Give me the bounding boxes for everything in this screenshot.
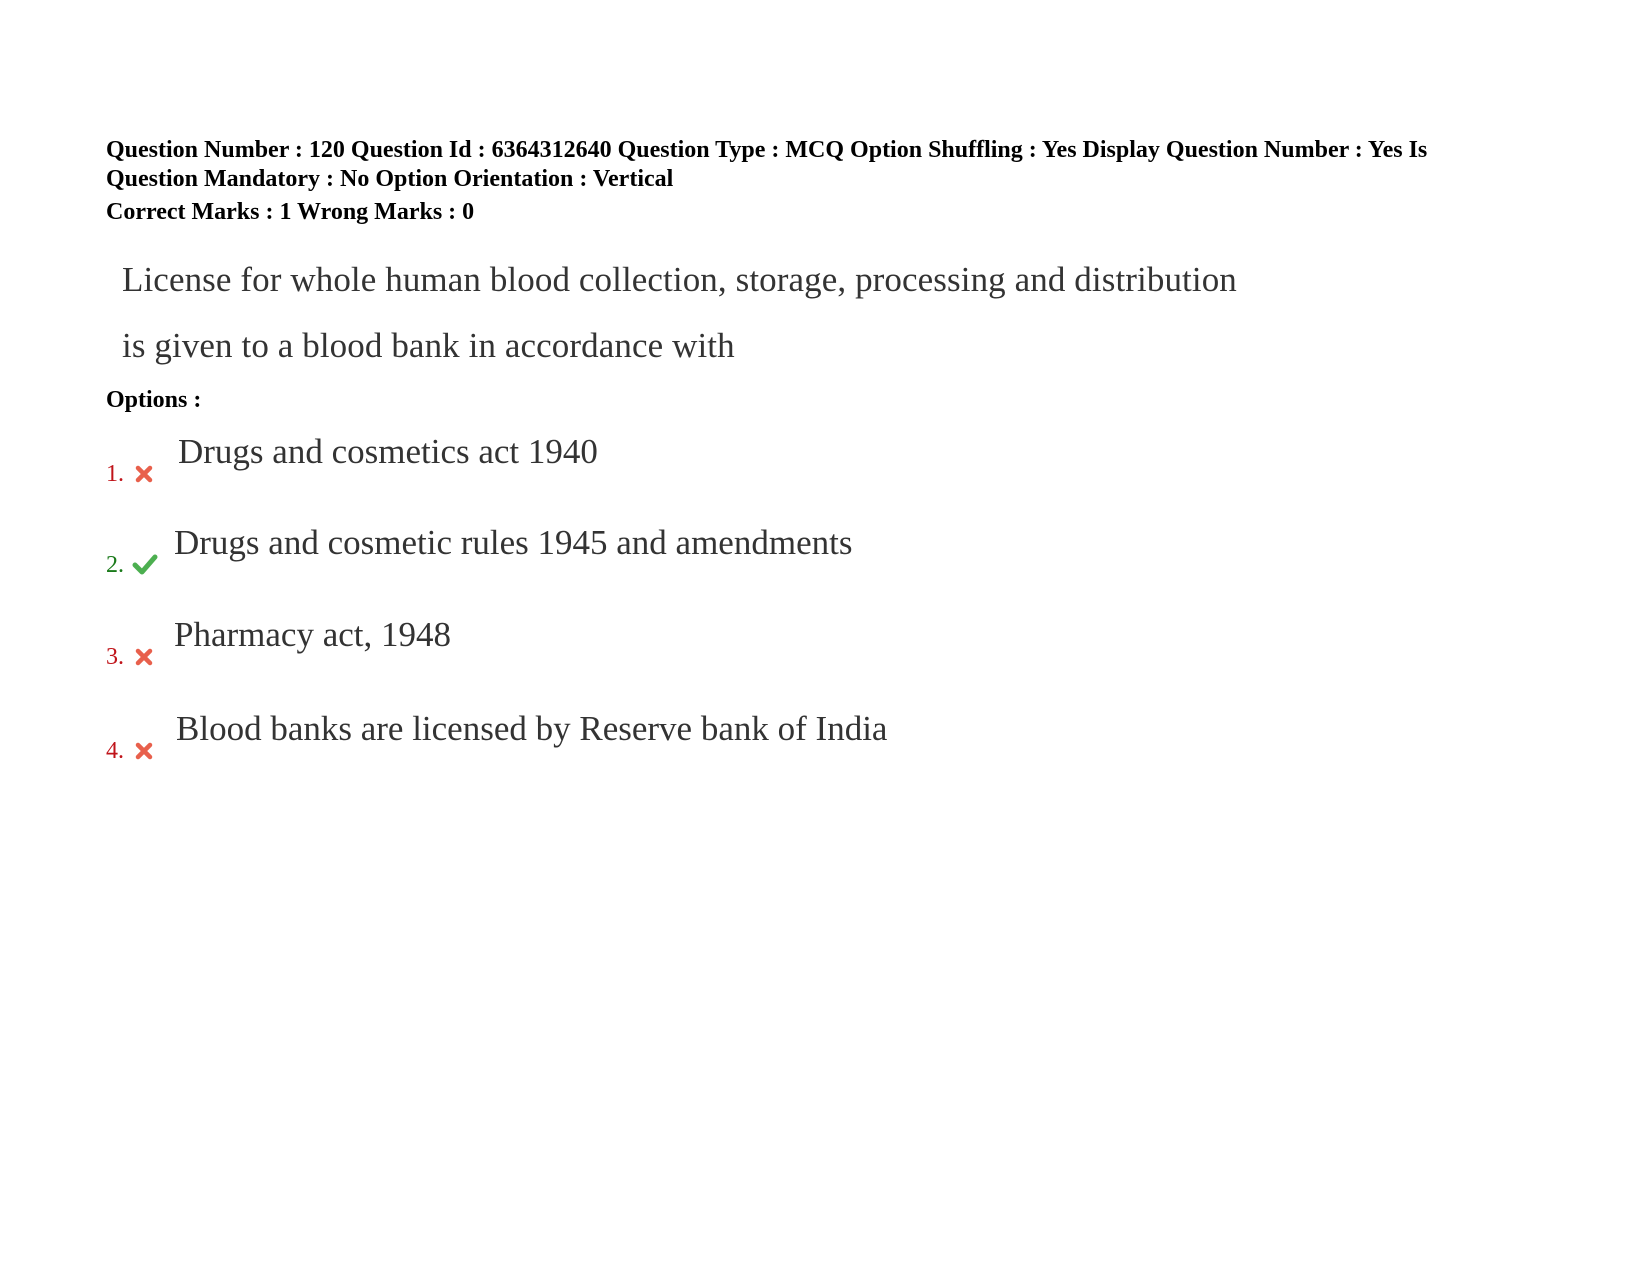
marks-line: Correct Marks : 1 Wrong Marks : 0 <box>106 199 475 225</box>
meta-line-2: Question Mandatory : No Option Orientation : Vertical <box>106 166 674 192</box>
question-line-2: is given to a blood bank in accordance with <box>122 326 735 365</box>
check-icon <box>132 553 158 575</box>
question-text <box>122 247 1237 379</box>
option-text: Blood banks are licensed by Reserve bank of India <box>176 709 888 748</box>
option-2 <box>106 507 1306 577</box>
options-label: Options : <box>106 387 202 413</box>
cross-icon <box>134 741 154 761</box>
option-4 <box>106 693 1306 763</box>
cross-icon <box>134 464 154 484</box>
option-number: 2. <box>106 552 124 578</box>
option-3 <box>106 599 1306 669</box>
question-line-1: License for whole human blood collection, storage, processing and distribution <box>122 260 1237 299</box>
option-number: 4. <box>106 738 124 764</box>
meta-line-1: Question Number : 120 Question Id : 6364312640 Question Type : MCQ Option Shuffling : Yes Display Question Number : Yes Is <box>106 137 1428 163</box>
option-number: 3. <box>106 644 124 670</box>
option-text: Pharmacy act, 1948 <box>174 615 451 654</box>
option-text: Drugs and cosmetic rules 1945 and amendments <box>174 523 853 562</box>
option-1 <box>106 416 1306 486</box>
option-number: 1. <box>106 461 124 487</box>
option-text: Drugs and cosmetics act 1940 <box>178 432 598 471</box>
cross-icon <box>134 647 154 667</box>
question-meta <box>106 136 1546 227</box>
